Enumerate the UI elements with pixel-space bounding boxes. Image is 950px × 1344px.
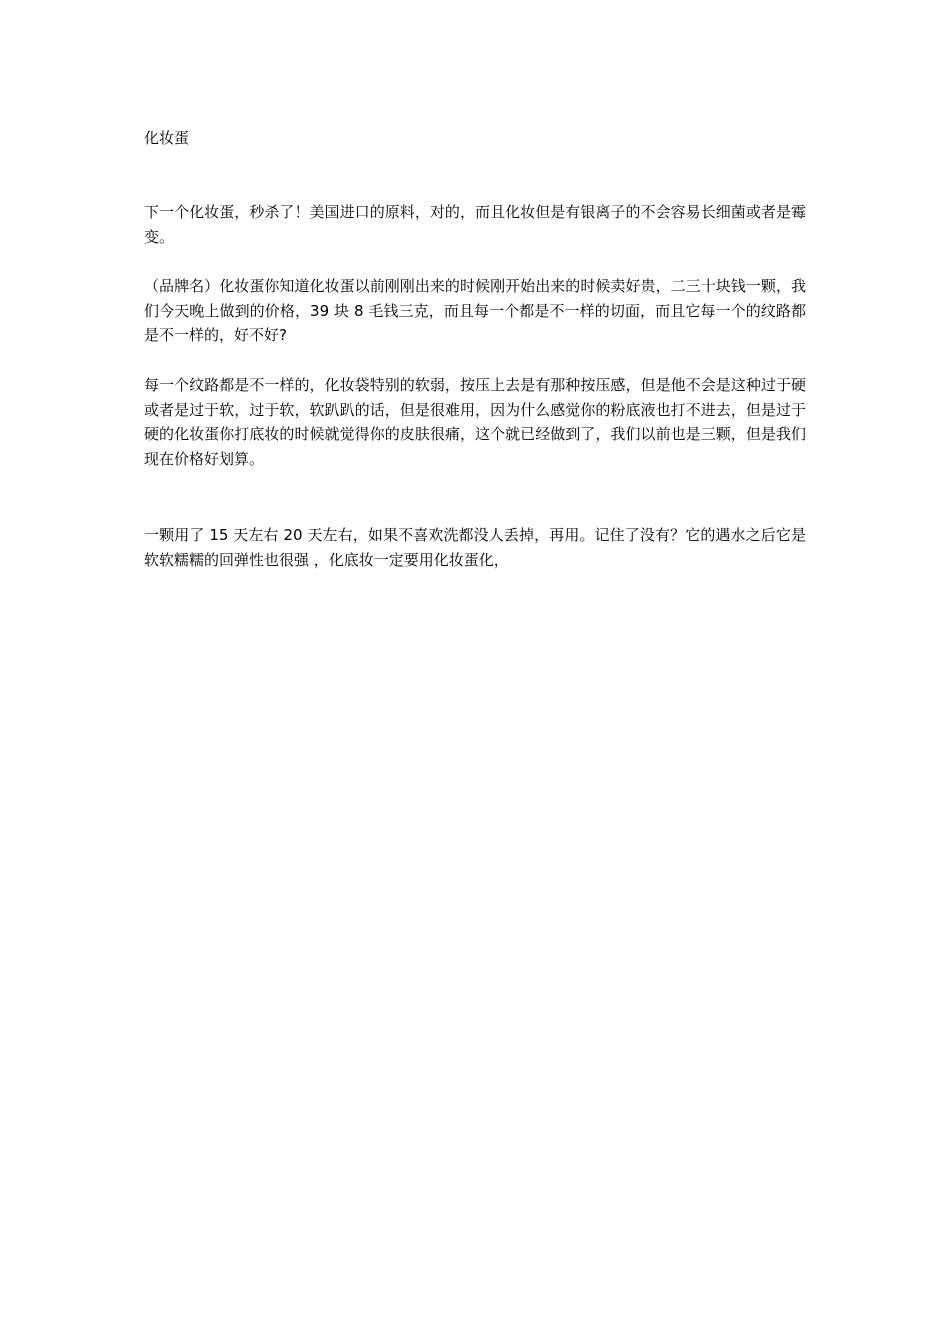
paragraph-intro: 下一个化妆蛋，秒杀了！美国进口的原料，对的，而且化妆但是有银离子的不会容易长细菌或者是霉变。 <box>144 203 806 246</box>
paragraph-usage: 一颗用了 15 天左右 20 天左右，如果不喜欢洗都没人丢掉，再用。记住了没有？它的遇水之后它是软软糯糯的回弹性也很强 ，化底妆一定要用化妆蛋化， <box>144 526 806 569</box>
paragraph-texture: 每一个纹路都是不一样的，化妆袋特别的软弱，按压上去是有那种按压感，但是他不会是这种过于硬或者是过于软，过于软，软趴趴的话，但是很难用，因为什么感觉你的粉底液也打不进去，但是过于硬的化妆蛋你打底妆的时候就觉得你的皮肤很痛，这个就已经做到了，我们以前也是三颗，但是我们现在价格好划算。 <box>144 376 806 468</box>
document-title: 化妆蛋 <box>144 129 190 147</box>
paragraph-price: （品牌名）化妆蛋你知道化妆蛋以前刚刚出来的时候刚开始出来的时候卖好贵，二三十块钱一颗，我们今天晚上做到的价格，39 块 8 毛钱三克，而且每一个都是不一样的切面，而且它每一个的纹路都是不一样的，好不好? <box>144 277 806 344</box>
